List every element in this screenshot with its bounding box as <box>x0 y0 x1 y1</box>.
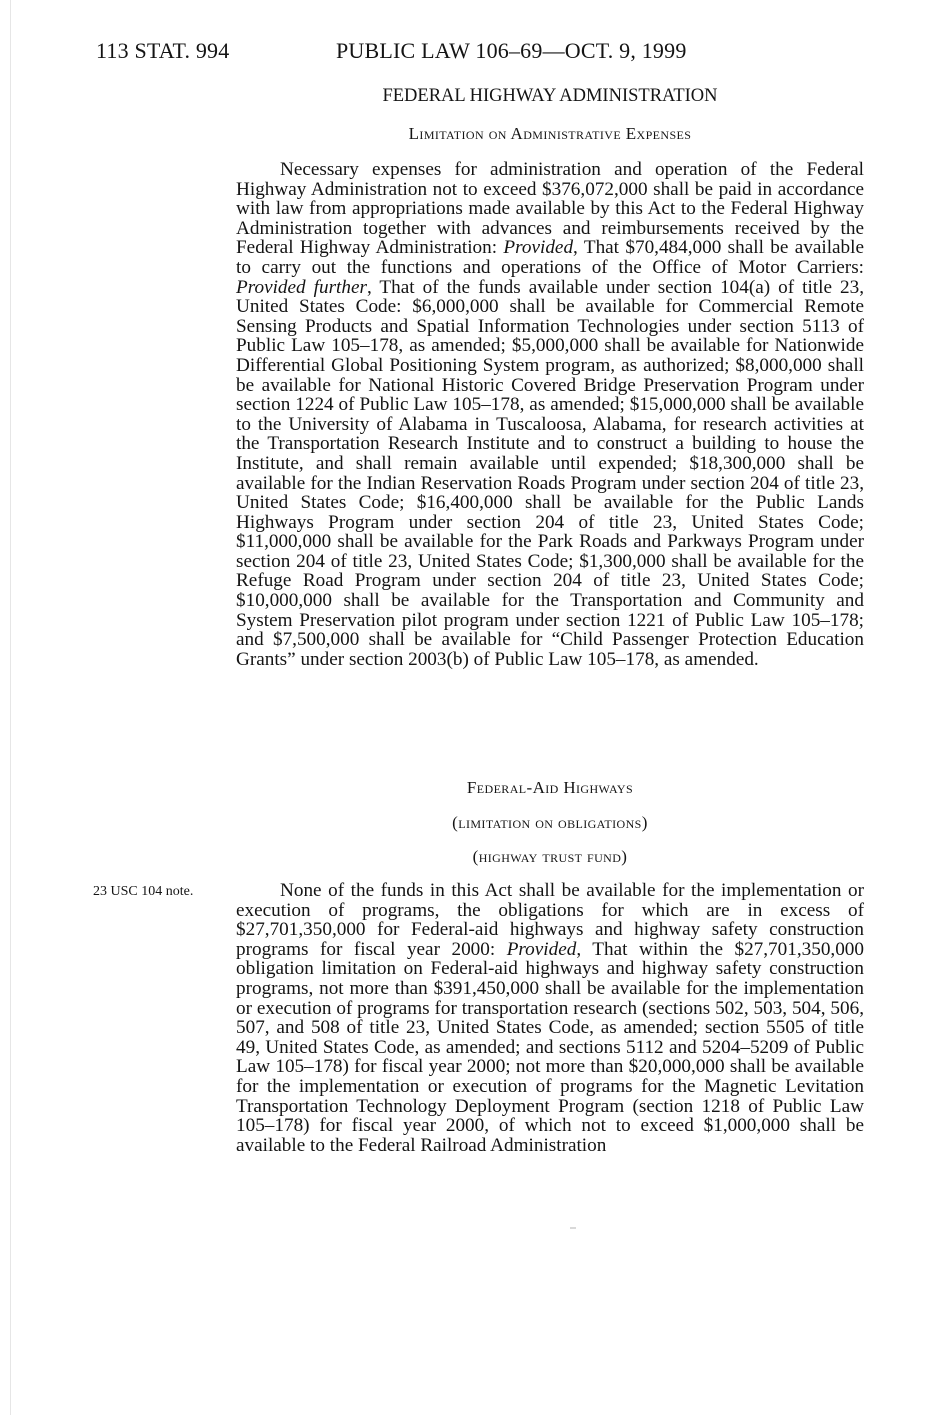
proviso-italic: Provided <box>503 237 574 259</box>
law-title: PUBLIC LAW 106–69—OCT. 9, 1999 <box>336 38 687 63</box>
paragraph-text: , That within the $27,701,350,000 obligation limitation on Federal-aid highways and highway safety construction programs, not more than $391,450,000 shall be available for the implementation or execution of programs for transportation research (sections 502, 503, 504, 506, 507, and 508 of title 23, United States Code, as amended; section 5505 of title 49, United States Code, as amended; and sections 5112 and 5204–5209 of Public Law 105–178) for fiscal year 2000; not more than $20,000,000 shall be available for the implementation or execution of programs for the Magnetic Levitation Transportation Technology Deployment Program (section 1218 of Public Law 105–178) for fiscal year 2000, of which not to exceed $1,000,000 shall be available to the Federal Railroad Administration <box>236 938 864 1156</box>
stat-reference: 113 STAT. 994 <box>96 38 230 63</box>
section-heading-federal-aid-highways: Federal-Aid Highways <box>466 778 634 797</box>
page-edge-line <box>10 0 11 1415</box>
agency-heading: FEDERAL HIGHWAY ADMINISTRATION <box>382 86 718 106</box>
federal-aid-highways-paragraph <box>236 881 864 1155</box>
margin-note: 23 USC 104 note. <box>93 884 194 899</box>
proviso-italic: Provided <box>506 938 577 960</box>
admin-expenses-paragraph <box>236 160 864 669</box>
subheading-highway-trust-fund: (highway trust fund) <box>472 847 628 866</box>
section-heading-admin-expenses: Limitation on Administrative Expenses <box>408 124 692 143</box>
paragraph-text: , That of the funds available under section 104(a) of title 23, United States Code: $6,000,000 shall be available for Commercial Remote Sensing Products and Spatial Information Technologies under section 5113 of Public Law 105–178, as amended; $5,000,000 shall be available for Nationwide Differential Global Positioning System program, as authorized; $8,000,000 shall be available for National Historic Covered Bridge Preservation Program under section 1224 of Public Law 105–178, as amended; $15,000,000 shall be available to the University of Alabama in Tuscaloosa, Alabama, for research activities at the Transportation Research Institute and to construct a building to house the Institute, and shall remain available until expended; $18,300,000 shall be available for the Indian Reservation Roads Program under section 204 of title 23, United States Code; $16,400,000 shall be available for the Public Lands Highways Program under section 204 of title 23, United States Code; $11,000,000 shall be available for the Park Roads and Parkways Program under section 204 of title 23, United States Code; $1,300,000 shall be available for the Refuge Road Program under section 204 of title 23, United States Code; $10,000,000 shall be available for the Transportation and Community and System Preservation pilot program under section 1221 of Public Law 105–178; and $7,500,000 shall be available for “Child Passenger Protection Education Grants” under section 2003(b) of Public Law 105–178, as amended. <box>236 276 865 670</box>
paragraph-text: Necessary expenses for administration and operation of the Federal Highway Administration not to exceed $376,072,000 shall be paid in accordance with law from appropriations made available by this Act to the Federal Highway Administration together with advances and reimbursements received by the Federal Highway Administration: <box>236 159 864 259</box>
scan-artifact <box>570 1227 576 1229</box>
paragraph-text: None of the funds in this Act shall be available for the implementation or execution of programs, the obligations for which are in excess of $27,701,350,000 for Federal-aid highways and highway safety construction programs for fiscal year 2000: <box>236 880 864 960</box>
proviso-italic: Provided further <box>236 276 367 298</box>
subheading-limitation-on-obligations: (limitation on obligations) <box>452 813 648 832</box>
paragraph-text: , That $70,484,000 shall be available to carry out the functions and operations of the Office of Motor Carriers: <box>236 237 864 278</box>
